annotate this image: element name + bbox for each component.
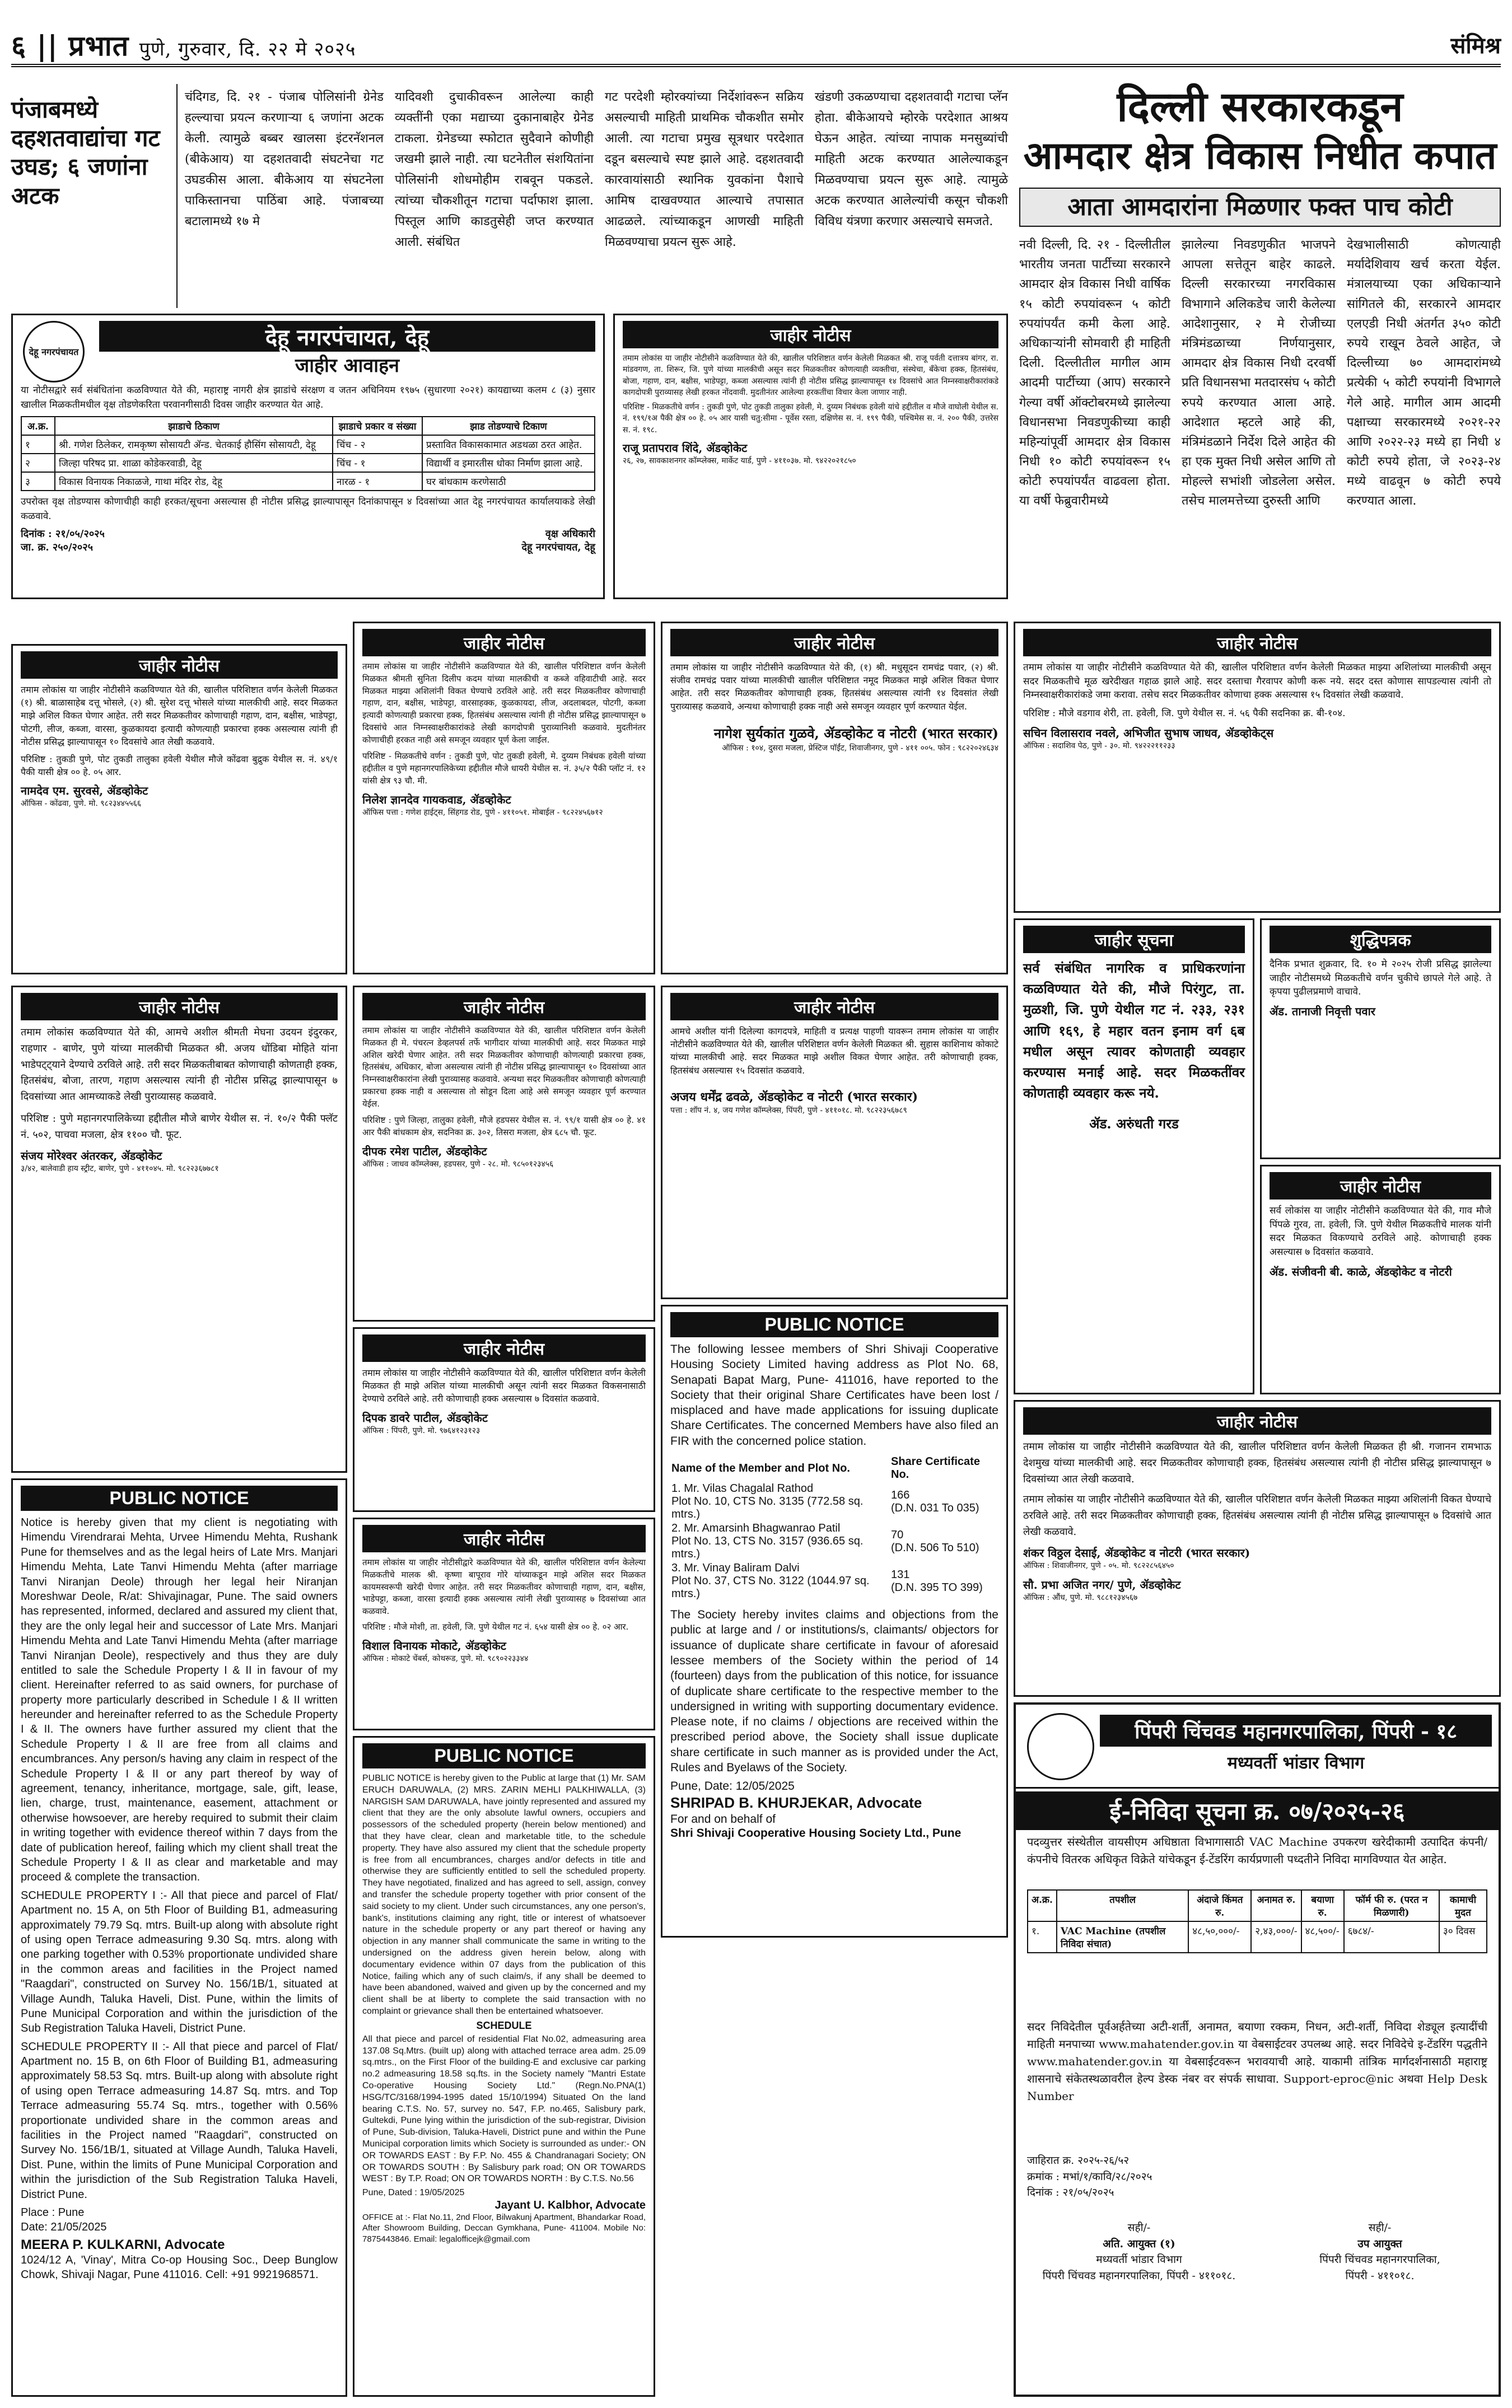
col-header: झाडाचे ठिकाण bbox=[55, 417, 333, 435]
table-row bbox=[671, 1522, 997, 1561]
table-cell: नारळ - १ bbox=[333, 472, 422, 491]
notice-mid-4-signer: सौ. प्रभा अजित नगर/ पुणे, ॲडव्होकेट bbox=[1023, 1578, 1181, 1592]
member-cell bbox=[671, 1522, 890, 1561]
public-notice-3-body-2: The Society hereby invites claims and objections from the public at large and / or institutions/s, claimants/ objectors for issuance of duplicate share certificate in favour of aforesaid lessee members of the Society within the period of 14 (fourteen) days from the publication of this notice, for issuance of duplicate share certificate to the respective member to the undersigned in writing with supporting documentary evidence. Please note, if no claims / objections are received within the prescribed period above, the Society shall issue duplicate share certificate in such manner as is provided under the Act, Rules and Byelaws of the Society. bbox=[670, 1608, 998, 1775]
table-cell: विद्यार्थी व इमारतीस धोका निर्माण झाला आहे. bbox=[422, 454, 595, 472]
public-notice-2-schedule: All that piece and parcel of residential Flat No.02, admeasuring area 137.08 Sq.Mtrs. (built up) along with attached terrace area adm. 25.09 sq.mtrs., on the First Floor of the building-E and exclusive car parking no.2 admeasuring 18.58 sq.fts. in the Society namely "Mantri Estate Co-operative Housing Society Ltd." (Regn.No.PNA(1) HSG/TC/3168/1994-1995 dated 15/10/1994) Situated On the land bearing C.T.S. No. 57, survey no. 547, F.P. no.465, Salisbury park, Gultekdi, Pune lying within the jurisdiction of the sub-registrar, Division of Pune, Sub-division, Taluka-Haveli, District pune and within the Pune Municipal corporation limits which Society is surrounded as under:- ON OR TOWARDS EAST : By F.P. No. 455 & Chandranagari Society; ON OR TOWARDS SOUTH : By Salisbury park road; ON OR TOWARDS WEST : By T.P. Road; ON OR TOWARDS NORTH : By C.T.S. No.56 bbox=[362, 2034, 646, 2184]
pcmc-signer-left-1: सही/- bbox=[1127, 2222, 1151, 2234]
table-row bbox=[671, 1482, 997, 1521]
dehu-ref: जा. क्र. २५०/२०२५ bbox=[21, 542, 94, 554]
table-cell: श्री. गणेश ठिलेकर, रामकृष्ण सोसायटी ॲन्ड. चेतकाई हौसिंग सोसायटी, देहू bbox=[55, 435, 333, 454]
notice-mid-3-body: आमचे अशील यांनी दिलेल्या कागदपत्रे, माहिती व प्रत्यक्ष पाहणी यावरून तमाम लोकांस या जाहीर नोटीसीने कळविण्यात येते की, खालील परिशिष्टात वर्णन केलेली मिळकत श्री. सुहास काशिनाथ कोकाटे यांच्या मालकीची आहे. सदर मिळकत माझे अशील विकत घेणार आहेत. तरी कोणाचाही हक्क, हितसंबंध असल्यास १५ दिवसांत कळवावे. bbox=[670, 1026, 998, 1076]
pcmc-signer-right-3: पिंपरी चिंचवड महानगरपालिका, bbox=[1319, 2253, 1440, 2266]
public-notice-2-title: PUBLIC NOTICE bbox=[362, 1743, 646, 1768]
cert-no: 131 bbox=[891, 1568, 910, 1581]
notice-c-title: जाहीर नोटीस bbox=[362, 993, 646, 1020]
notice-mid-3-address: पत्ता : शॉप नं. ४, जय गणेश कॉम्प्लेक्स, पिंपरी, पुणे - ४११०१८. मो. ९८२२३५६७८९ bbox=[670, 1105, 907, 1115]
punjab-col-2: यादिवशी दुचाकीवरून आलेल्या काही व्यक्तींनी एका मद्याच्या दुकानाबाहेर ग्रेनेड टाकला. ग्रेनेडच्या स्फोटात सुदैवाने कोणीही जखमी झाले नाही. त्या घटनेतील संशयितांना पोलिसांनी शोधमोहीम राबवून पकडले. त्यांच्या चौकशीतून गटाचा पर्दाफाश झाला. पिस्तूल आणि काडतुसेही जप्त करण्यात आली. संबंधित bbox=[395, 90, 594, 249]
notice-f-signer: शंकर विठ्ठल देसाई, ॲडव्होकेट व नोटरी (भारत सरकार) bbox=[1023, 1546, 1250, 1560]
pcmc-tender bbox=[1014, 1702, 1501, 2397]
member-plot: Plot No. 13, CTS No. 3157 (936.65 sq. mtrs.) bbox=[671, 1535, 864, 1561]
pcmc-intro: पदव्युत्तर संस्थेतील वायसीएम अधिष्ठाता विभागासाठी VAC Machine उपकरण खरेदीकामी उत्पादित कंपनी/कंपनीचे वितरक अधिकृत विक्रेते यांचेकडून ई-टेंडरिंग कार्यप्रणाली पध्दतीने निविदा मागविण्यात येत आहेत. bbox=[1027, 1835, 1487, 1866]
section-label: संमिश्र bbox=[1450, 32, 1501, 59]
notice-mid-2-title: जाहीर नोटीस bbox=[670, 629, 998, 656]
table-row bbox=[1028, 1921, 1487, 1953]
shuddhipatrak bbox=[1260, 918, 1501, 1159]
public-notice-1-address: 1024/12 A, 'Vinay', Mitra Co-op Housing Soc., Deep Bunglow Chowk, Shivaji Nagar, Pune 411016. Cell: +91 9921968571. bbox=[21, 2253, 338, 2281]
page-label: ६ || प्रभात पुणे, गुरुवार, दि. २२ मे २०२५ bbox=[11, 29, 356, 62]
public-notice-3-for: For and on behalf of bbox=[670, 1812, 776, 1826]
notice-a-title: जाहीर नोटीस bbox=[623, 321, 998, 348]
dehu-table bbox=[21, 416, 595, 491]
notice-d-title: जाहीर नोटीस bbox=[362, 1525, 646, 1552]
notice-c bbox=[353, 986, 655, 1322]
col-header: कामाची मुदत bbox=[1439, 1890, 1487, 1921]
notice-d-address: ऑफिस : मोकाटे चेंबर्स, कोथरूड, पुणे. मो. ९८९०२२३३४४ bbox=[362, 1654, 529, 1663]
notice-b-address: ऑफिस पत्ता : गणेश हाईट्स, सिंहगड रोड, पुणे - ४११०५१. मोबाईल - ९८२२४५६७१२ bbox=[362, 808, 603, 817]
notice-left-2 bbox=[11, 986, 347, 1473]
table-cell: ६७८४/- bbox=[1344, 1921, 1439, 1953]
notice-left-2-schedule: परिशिष्ट : पुणे महानगरपालिकेच्या हद्दीतील मौजे बाणेर येथील स. नं. १०/२ पैकी फ्लॅट नं. ५०२, पाचवा मजला, क्षेत्र ११०० चौ. फूट. bbox=[21, 1112, 338, 1141]
notice-d-body: तमाम लोकांस या जाहीर नोटीसीद्वारे कळविण्यात येते की, खालील परिशिष्टात वर्णन केलेल्या मिळकतीचे मालक श्री. कृष्णा बापूराव गोरे यांच्याकडून माझे अशिल सदर मिळकत कायमस्वरूपी खरेदी घेणार आहेत. तरी सदर मिळकतीवर कोणाचाही गहाण, दान, बक्षीस, भाडेपट्टा, कब्जा, वारसा इत्यादी हक्क असल्यास त्यांनी लेखी पुराव्यासह ७ दिवसांच्या आत कळवावे. bbox=[362, 1557, 646, 1616]
public-notice-2-date: Pune, Dated : 19/05/2025 bbox=[362, 2188, 465, 2198]
delhi-col-2: झालेल्या निवडणुकीत भाजपने आपला सत्तेतून बाहेर काढले. दिल्ली सरकारच्या नगरविकास विभागाने अलिकडेच जारी केलेल्या आदेशानुसार, २ मे रोजीच्या मंत्रिमंडळाच्या निर्णयानुसार, आमदार क्षेत्र विकास निधी दरवर्षी प्रति विधानसभा मतदारसंघ ५ कोटी रुपये करण्यात आला आहे. आदेशात म्हटले आहे की, मंत्रिमंडळाने निर्देश दिले आहेत की हा एक मुक्त निधी असेल आणि तो मोहल्ले सभांशी जोडलेला असेल. तसेच मालमत्तेच्या दुरुस्ती आणि bbox=[1182, 238, 1336, 508]
dehu-date: दिनांक : २१/०५/२०२५ bbox=[21, 528, 105, 540]
notice-a bbox=[613, 314, 1008, 599]
table-cell: १ bbox=[21, 435, 55, 454]
jahir-suchana bbox=[1014, 918, 1254, 1394]
notice-left-2-title: जाहीर नोटीस bbox=[21, 993, 338, 1020]
notice-right-r bbox=[1260, 1165, 1501, 1394]
public-notice-1-place: Place : Pune bbox=[21, 2206, 85, 2219]
cert-no: 166 bbox=[891, 1488, 910, 1501]
member-cell bbox=[671, 1482, 890, 1521]
cert-range: (D.N. 031 To 035) bbox=[891, 1501, 979, 1514]
notice-mid-4-body: तमाम लोकांस या जाहीर नोटीसीने कळविण्यात येते की, खालील परिशिष्टात वर्णन केलेली मिळकत ही श्री. गजानन रामभाऊ देशमुख यांच्या मालकीची आहे. सदर मिळकतीवर कोणाचाही हक्क, हितसंबंध असल्यास त्यांनी ही नोटीस प्रसिद्ध झाल्यापासून ७ दिवसांच्या आत लेखी कळवावे. bbox=[1023, 1441, 1491, 1485]
punjab-headline: पंजाबमध्ये दहशतवाद्यांचा गट उघड; ६ जणांना अटक bbox=[11, 96, 160, 209]
pcmc-signer-right-2: उप आयुक्त bbox=[1357, 2237, 1402, 2250]
public-notice-3-date: Pune, Date: 12/05/2025 bbox=[670, 1780, 795, 1793]
delhi-subhead: आता आमदारांना मिळणार फक्त पाच कोटी bbox=[1067, 193, 1453, 221]
table-cell: VAC Machine (तपशील निविदा संचात) bbox=[1057, 1921, 1188, 1953]
public-notice-3-signer: SHRIPAD B. KHURJEKAR, Advocate bbox=[670, 1794, 922, 1811]
notice-e-body: तमाम लोकांस या जाहीर नोटीसीने कळविण्यात येते की, खालील परिशिष्टात वर्णन केलेली मिळकत माझ्या अशिलांच्या मालकीची असून सदर मिळकतीचे मूळ खरेदीखत गहाळ झाले आहे. सदर दस्ताचा गैरवापर कोणी करू नये. सदर दस्त कोणास सापडल्यास त्यांनी तो निम्नस्वाक्षरीकारांकडे जमा करावा. तसेच सदर मिळकतीवर कोणाचा हक्क असल्यास १५ दिवसांत लेखी कळवावे. bbox=[1023, 662, 1491, 701]
public-notice-1 bbox=[11, 1478, 347, 2397]
public-notice-1-signer: MEERA P. KULKARNI, Advocate bbox=[21, 2237, 225, 2252]
notice-a-address: २६, २७, सावकाशनगर कॉम्प्लेक्स, मार्केट यार्ड, पुणे - ४११०३७. मो. ९४२२०२१८५० bbox=[623, 456, 856, 466]
notice-e-schedule: परिशिष्ट : मौजे वडगाव शेरी, ता. हवेली, जि. पुणे येथील स. नं. ५६ पैकी सदनिका क्र. बी-१०४. bbox=[1023, 707, 1346, 719]
notice-b-body: तमाम लोकांस या जाहीर नोटीसीने कळविण्यात येते की, खालील परिशिष्टात वर्णन केलेली मिळकत श्रीमती सुनिता दिलीप कदम यांच्या मालकीची व कब्जे वहिवाटीची आहे. सदर मिळकत माझ्या अशिलांनी विकत घेण्याचे ठरविले आहे. तरी सदर मिळकतीवर कोणाचाही गहाण, दान, बक्षीस, भाडेपट्टा, वारसाहक्क, कुळकायदा, लीज, अदलाबदल, पोटगी, कब्जा इत्यादी कोणत्याही प्रकारचा हक्क, हितसंबंध असल्यास त्यांनी ही नोटीस प्रसिद्ध झाल्यापासून ७ दिवसांचे आत निम्नस्वाक्षरीकारांकडे लेखी कागदोपत्री पुराव्यानिशी कळवावे. मुदतीनंतर कोणाचीही हरकत नाही असे समजून व्यवहार पूर्ण केला जाईल. bbox=[362, 661, 646, 745]
col-header: झाड तोडण्याचे टिकाण bbox=[422, 417, 595, 435]
masthead bbox=[11, 22, 1501, 67]
notice-e-title: जाहीर नोटीस bbox=[1023, 629, 1491, 656]
col-header: Name of the Member and Plot No. bbox=[671, 1462, 850, 1474]
notice-a-signer: राजू प्रतापराव शिंदे, ॲडव्होकेट bbox=[623, 441, 748, 455]
public-notice-2-schedule-title: SCHEDULE bbox=[476, 2019, 532, 2031]
notice-mid-3-signer: अजय धर्मेंद्र ढवळे, ॲडव्होकेट व नोटरी (भारत सरकार) bbox=[670, 1089, 918, 1104]
notice-left-2-signer: संजय मोरेश्वर अंतरकर, ॲडव्होकेट bbox=[21, 1149, 162, 1163]
notice-left-1 bbox=[11, 644, 347, 974]
public-notice-1-date: Date: 21/05/2025 bbox=[21, 2221, 107, 2234]
shuddhipatrak-signer: ॲड. तानाजी निवृत्ती पवार bbox=[1270, 1004, 1375, 1018]
table-cell: ३० दिवस bbox=[1439, 1921, 1487, 1953]
dateline: पुणे, गुरुवार, दि. २२ मे २०२५ bbox=[139, 38, 356, 60]
pcmc-dept: मध्यवर्ती भांडार विभाग bbox=[1227, 1753, 1365, 1773]
shuddhipatrak-body: दैनिक प्रभात शुक्रवार, दि. १० मे २०२५ रोजी प्रसिद्ध झालेल्या जाहीर नोटीसमध्ये मिळकतीचे वर्णन चुकीचे छापले गेले आहे. ते कृपया पुढीलप्रमाणे वाचावे. bbox=[1270, 959, 1491, 998]
col-header: अ.क्र. bbox=[1028, 1890, 1057, 1921]
table-cell: चिंच - १ bbox=[333, 454, 422, 472]
table-row bbox=[21, 472, 595, 491]
cert-cell bbox=[891, 1482, 997, 1521]
dehu-intro: या नोटीसद्वारे सर्व संबंधितांना कळविण्यात येते की, महाराष्ट्र नागरी क्षेत्र झाडांचे संरक्षण व जतन अधिनियम १९७५ (सुधारणा २०२१) कायद्याच्या कलम ८ (३) नुसार खालील मिळकतीमधील वृक्ष तोडणेकरिता परवानगीसाठी दिवस जाहीर करण्यात येत आहे. bbox=[21, 385, 595, 411]
notice-left-2-body: तमाम लोकांस कळविण्यात येते की, आमचे अशील श्रीमती मेघना उदयन इंदुरकर, राहणार - बाणेर, पुणे यांच्या मालकीची मिळकत श्री. अजय धोंडिबा मोहिते यांना भाडेपट्ट्याने देण्याचे ठरविले आहे. तरी सदर मिळकतीबाबत कोणाचाही कोणताही हक्क, हितसंबंध, बोजा, तारण, गहाण असल्यास त्यांनी ही नोटीस प्रसिद्ध झाल्यापासून ७ दिवसांच्या आत आमच्याकडे लेखी पुराव्यासह कळवावे. bbox=[21, 1026, 338, 1103]
delhi-story bbox=[1019, 84, 1501, 588]
notice-mid-3 bbox=[661, 986, 1008, 1299]
pcmc-signer-left-2: अति. आयुक्त (१) bbox=[1103, 2237, 1175, 2250]
notice-f-address: ऑफिस : शिवाजीनगर, पुणे - ०५. मो. ९८२२८५६४५० bbox=[1023, 1561, 1174, 1570]
member-plot: Plot No. 37, CTS No. 3122 (1044.97 sq. mtrs.) bbox=[671, 1575, 870, 1600]
notice-left-1-title: जाहीर नोटीस bbox=[21, 651, 338, 679]
dehu-closing: उपरोक्त वृक्ष तोडण्यास कोणाचीही काही हरकत/सूचना असल्यास ही नोटीस प्रसिद्ध झाल्यापासून दिनांकापासून ४ दिवसांच्या आत देहू नगरपंचायत कार्यालयाकडे लेखी कळवावे. bbox=[21, 496, 595, 522]
pcmc-details: सदर निविदेतील पूर्वअर्हतेच्या अटी-शर्ती, अनामत, बयाणा रक्कम, निधन, अटी-शर्ती, निविदा शेड्यूल इत्यादींची माहिती मनपाच्या www.mahatender.gov.in या वेबसाईटवर उपलब्ध आहे. सदर निविदेचे इ-टेंडरिंग पद्धतीने www.mahatender.gov.in या वेबसाईटवरून भरावयाची आहे. याकामी तांत्रिक मार्गदर्शनासाठी महाराष्ट्र शासनाचे संकेतस्थळावरील हेल्प डेस्क नंबर वर संपर्क साधावा. Support-eproc@nic अथवा Help Desk Number bbox=[1027, 2020, 1487, 2103]
punjab-col-3: गट परदेशी म्होरक्यांच्या निर्देशांवरून सक्रिय असल्याची माहिती प्राथमिक चौकशीत समोर आली. त्या गटाचा प्रमुख सूत्रधार परदेशात दडून बसल्याचे स्पष्ट झाले आहे. दहशतवादी कारवायांसाठी स्थानिक युवकांना पैशाचे आमिष दाखवण्यात आल्याचे तपासात आढळले. त्यांच्याकडून आणखी माहिती मिळवण्याचा प्रयत्न सुरू आहे. bbox=[605, 90, 804, 249]
public-notice-1-title: PUBLIC NOTICE bbox=[21, 1486, 338, 1511]
notice-e-address: ऑफिस : सदाशिव पेठ, पुणे - ३०. मो. ९४२२२११२३३ bbox=[1023, 741, 1175, 750]
pcmc-ref: जाहिरात क्र. २०२५-२६/५२ bbox=[1027, 2154, 1130, 2167]
dehu-logo: देहू नगरपंचायत bbox=[23, 321, 85, 382]
pcmc-ref-2: क्रमांक : मभां/१/कावि/२८/२०२५ bbox=[1027, 2170, 1152, 2183]
col-header: Share Certificate No. bbox=[891, 1455, 980, 1481]
notice-c-body: तमाम लोकांस या जाहीर नोटीसीने कळविण्यात येते की, खालील परिशिष्टात वर्णन केलेली मिळकत ही मे. पंचरत्न डेव्हलपर्स तर्फे भागीदार यांच्या मालकीची आहे. सदर मिळकत माझे अशिल खरेदी घेणार आहेत. तरी सदर मिळकतीवर कोणाचाही कोणत्याही प्रकारचा हक्क, हितसंबंध, अधिकार, बोजा असल्यास त्यांनी ही नोटीस प्रसिद्ध झाल्यापासून १० दिवसांच्या आत निम्नस्वाक्षरीकारांना लेखी पुराव्यासह कळवावे. अन्यथा सदर मिळकतीवर कोणाचाही कोणत्याही प्रकारचा हक्क नाही व असल्यास तो सोडून दिला आहे असे समजून व्यवहार पूर्ण करण्यात येईल. bbox=[362, 1025, 646, 1109]
delhi-headline-1: दिल्ली सरकारकडून bbox=[1117, 83, 1403, 131]
public-notice-3-society: Shri Shivaji Cooperative Housing Society Ltd., Pune bbox=[670, 1826, 962, 1840]
cert-range: (D.N. 395 TO 399) bbox=[891, 1581, 983, 1594]
punjab-col-4: खंडणी उकळण्याचा दहशतवादी गटाचा प्लॅन होता. बीकेआयचे म्होरके परदेशात आश्रय घेऊन आहेत. त्यांच्या नापाक मनसुब्यांची माहिती अटक करण्यात आलेल्याकडून मिळवण्याचा प्रयत्न सुरू आहे. त्यामुळे अटक करण्यात आलेल्यांची कसून चौकशी विविध यंत्रणा करणार असल्याचे समजते. bbox=[815, 90, 1008, 228]
public-notice-1-schedule-1: SCHEDULE PROPERTY I :- All that piece and parcel of Flat/ Apartment no. 15 A, on 5th Floor of Building B1, admeasuring approximately 79.79 Sq. mtrs. Built-up along with absolute right of using open Terrace admeasuring 9.30 Sq. mtrs. along with one parking together with 0.53% proportionate undivided share in the common areas and facilities in the Project named "Raagdari", constructed on Survey No. 156/1B/1, situated at Village Aundh, Taluka Haveli, Dist. Pune, within the limits of Pune Municipal Corporation and within the jurisdiction of the Sub Registration Taluka Haveli, District Pune. bbox=[21, 1889, 338, 2035]
notice-c-signer: दीपक रमेश पाटील, ॲडव्होकेट bbox=[362, 1144, 487, 1158]
notice-mid-1-title: जाहीर नोटीस bbox=[362, 1334, 646, 1362]
dehu-signer: वृक्ष अधिकारी bbox=[545, 528, 595, 540]
col-header: फॉर्म फी रु. (परत न मिळणारी) bbox=[1344, 1890, 1439, 1921]
pcmc-signer-left-4: पिंपरी चिंचवड महानगरपालिका, पिंपरी - ४११०१८. bbox=[1042, 2269, 1236, 2282]
table-cell: ३ bbox=[21, 472, 55, 491]
pcmc-signer-right-1: सही/- bbox=[1368, 2222, 1392, 2234]
notice-b bbox=[353, 622, 655, 974]
pcmc-tender-title: ई-निविदा सूचना क्र. ०७/२०२५-२६ bbox=[1016, 1791, 1499, 1830]
col-header: अनामत रु. bbox=[1251, 1890, 1301, 1921]
notice-b-signer: निलेश ज्ञानदेव गायकवाड, ॲडव्होकेट bbox=[362, 792, 511, 806]
notice-b-schedule: परिशिष्ट - मिळकतीचे वर्णन : तुकडी पुणे, पोट तुकडी हवेली, मे. दुय्यम निबंधक हवेली यांच्या हद्दीतील व पुणे महानगरपालिकेच्या हद्दीतील मौजे धायरी येथील स. नं. ३५/२ पैकी प्लॉट नं. १२ यांसी क्षेत्र ९३ चौ. मी. bbox=[362, 751, 646, 786]
notice-left-1-address: ऑफिस - कोंढवा, पुणे. मो. ९८२३४४५५६६ bbox=[21, 799, 142, 809]
notice-mid-1 bbox=[353, 1327, 655, 1512]
table-cell: ४८,५००/- bbox=[1301, 1921, 1344, 1953]
col-header: झाडाचे प्रकार व संख्या bbox=[333, 417, 422, 435]
notice-mid-1-body: तमाम लोकांस या जाहीर नोटीसीने कळविण्यात येते की, खालील परिशिष्टात वर्णन केलेली मिळकत ही माझे अशिल यांच्या मालकीची असून त्यांनी सदर मिळकत विकसनासाठी देण्याचे ठरविले आहे. तरी कोणाचाही हक्क असल्यास ७ दिवसांत कळवावे. bbox=[362, 1368, 646, 1404]
notice-a-body: तमाम लोकांस या जाहीर नोटीसीने कळविण्यात येते की, खालील परिशिष्टात वर्णन केलेली मिळकत श्री. राजू पर्वती दत्तात्रय बांगर, रा. मांडवगण, ता. शिरूर, जि. पुणे यांच्या मालकीची असून सदर मिळकतीवर कोणत्याही व्यक्तीचा, संस्थेचा, बँकेचा हक्क, हितसंबंध, बोजा, गहाण, दान, बक्षीस, भाडेपट्टा, कब्जा असल्यास त्यांनी ही नोटीस प्रसिद्ध झाल्यापासून १४ दिवसांचे आत निम्नस्वाक्षरीकारांकडे कागदोपत्री पुराव्यासह लेखी हरकत नोंदवावी. मुदतीनंतर आलेल्या हरकतींचा विचार केला जाणार नाही. bbox=[623, 354, 998, 397]
table-row bbox=[671, 1562, 997, 1600]
notice-mid-1-signer: दिपक डावरे पाटील, ॲडव्होकेट bbox=[362, 1411, 488, 1425]
public-notice-2-address: OFFICE at :- Flat No.11, 2nd Floor, Bilwakunj Apartment, Bhandarkar Road, After Showroom Building, Deccan Gymkhana, Pune- 411004. Mobile No: 7875443846. Email: legalofficejk@gmail.com bbox=[362, 2212, 646, 2244]
table-cell: ४८,५०,०००/- bbox=[1188, 1921, 1251, 1953]
member-name: 2. Mr. Amarsinh Bhagwanrao Patil bbox=[671, 1522, 841, 1535]
cert-cell bbox=[891, 1562, 997, 1600]
punjab-col-1: चंदिगड, दि. २१ - पंजाब पोलिसांनी ग्रेनेड हल्ल्याचा प्रयत्न करणाऱ्या ६ जणांना अटक केली. त्यामुळे बब्बर खालसा इंटरनॅशनल (बीकेआय) या दहशतवादी संघटनेचा गट उघडकीस आला. बीकेआय या संघटनेला पाकिस्तानचा पाठिंबा आहे. पंजाबच्या बटालामध्ये १७ मे bbox=[185, 90, 384, 228]
delhi-col-1: नवी दिल्ली, दि. २१ - दिल्लीतील भारतीय जनता पार्टीच्या सरकारने आमदार क्षेत्र विकास निधी वार्षिक १५ कोटी रुपयांवरून ५ कोटी रुपयांपर्यंत कमी केला आहे. अधिकाऱ्यांनी सोमवारी ही माहिती दिली. दिल्लीतील मागील आम आदमी पार्टीच्या (आप) सरकारने गेल्या वर्षी ऑक्टोबरमध्ये झालेल्या विधानसभा निवडणुकीच्या काही महिन्यांपूर्वी आमदार क्षेत्र विकास निधी १० कोटी रुपयांवरून १५ कोटी रुपयांपर्यंत वाढवला होता. या वर्षी फेब्रुवारीमध्ये bbox=[1019, 238, 1170, 508]
public-notice-3 bbox=[661, 1305, 1008, 1938]
member-name: 1. Mr. Vilas Chagalal Rathod bbox=[671, 1482, 814, 1495]
table-cell: विकास विनायक निकाळजे, गाथा मंदिर रोड, देहू bbox=[55, 472, 333, 491]
pcmc-logo bbox=[1027, 1713, 1094, 1780]
table-cell: २,४३,०००/- bbox=[1251, 1921, 1301, 1953]
notice-mid-1-address: ऑफिस : पिंपरी, पुणे. मो. ९७६४१२३१२३ bbox=[362, 1426, 480, 1435]
pcmc-table bbox=[1027, 1889, 1487, 1953]
members-table bbox=[670, 1454, 998, 1602]
col-header: तपशील bbox=[1057, 1890, 1188, 1921]
table-cell: चिंच - २ bbox=[333, 435, 422, 454]
pcmc-org: पिंपरी चिंचवड महानगरपालिका, पिंपरी - १८ bbox=[1100, 1715, 1492, 1747]
notice-d-schedule: परिशिष्ट : मौजे मोशी, ता. हवेली, जि. पुणे येथील गट नं. ६५४ यासी क्षेत्र ०० हे. ०२ आर. bbox=[362, 1621, 629, 1632]
notice-e-signer: सचिन विलासराव नवले, अभिजीत सुभाष जाधव, ॲडव्होकेट्स bbox=[1023, 726, 1274, 740]
delhi-subhead-box bbox=[1019, 188, 1501, 227]
table-cell: प्रस्तावित विकासकामात अडथळा ठरत आहेत. bbox=[422, 435, 595, 454]
col-header: बयाणा रु. bbox=[1301, 1890, 1344, 1921]
notice-d bbox=[353, 1518, 655, 1730]
notice-mid-2 bbox=[661, 622, 1008, 974]
notice-e bbox=[1014, 622, 1501, 913]
member-plot: Plot No. 10, CTS No. 3135 (772.58 sq. mtrs.) bbox=[671, 1495, 864, 1521]
pcmc-signer-left-3: मध्यवर्ती भांडार विभाग bbox=[1096, 2253, 1182, 2266]
delhi-col-3: देखभालीसाठी कोणत्याही मर्यादेशिवाय खर्च करता येईल. मंत्रालयाच्या एका अधिकाऱ्याने सांगितले की, सरकारने आमदार एलएडी निधी अंतर्गत ३५० कोटी रुपये राखून ठेवले आहेत, जे दिल्लीच्या ७० आमदारांमध्ये प्रत्येकी ५ कोटी रुपयांनी विभागले गेले आहे. मागील आम आदमी पक्षाच्या सरकारमध्ये २०२१-२२ आणि २०२२-२३ मध्ये हा निधी ४ कोटी रुपये होता, जे २०२३-२४ मध्ये वाढवून ७ कोटी रुपये करण्यात आला. bbox=[1347, 238, 1501, 508]
notice-mid-2-address: ऑफिस : १०४, दुसरा मजला, प्रेस्टिज पॉईंट, शिवाजीनगर, पुणे - ४११ ००५. फोन : ९८२२०२४६३४ bbox=[722, 743, 998, 753]
notice-left-2-address: ३/४२, बालेवाडी हाय स्ट्रीट, बाणेर, पुणे - ४११०४५. मो. ९८२२३६७७८१ bbox=[21, 1164, 219, 1173]
notice-mid-2-signer: नागेश सुर्यकांत गुळवे, ॲडव्होकेट व नोटरी (भारत सरकार) bbox=[713, 725, 998, 741]
public-notice-2-signer: Jayant U. Kalbhor, Advocate bbox=[494, 2199, 646, 2211]
jahir-suchana-signer: ॲड. अरुंधती गरड bbox=[1089, 1116, 1179, 1132]
table-row bbox=[21, 435, 595, 454]
member-name: 3. Mr. Vinay Baliram Dalvi bbox=[671, 1562, 800, 1575]
notice-left-1-signer: नामदेव एम. सुरवसे, ॲडव्होकेट bbox=[21, 784, 148, 798]
public-notice-1-schedule-2: SCHEDULE PROPERTY II :- All that piece and parcel of Flat/ Apartment no. 15 B, on 6th Floor of Building B1, admeasuring approximately 58.53 Sq. mtrs. Built-up along with absolute right of using open Terrace admeasuring 14.87 Sq. mtrs. and Top Terrace admeasuring 55.74 Sq. mtrs., together with 0.56% proportionate undivided share in the common areas and facilities in the Project named "Raagdari", constructed on Survey No. 156/1B/1, situated at Village Aundh, Taluka Haveli, Dist. Pune, within the limits of Pune Municipal Corporation and within the jurisdiction of the Sub Registration Taluka Haveli, District Pune. bbox=[21, 2040, 338, 2201]
table-cell: २ bbox=[21, 454, 55, 472]
dehu-title: देहू नगरपंचायत, देहू bbox=[99, 321, 595, 352]
notice-mid-4-address: ऑफिस : औंध, पुणे. मो. ९८८१२३४५६७ bbox=[1023, 1593, 1138, 1603]
public-notice-3-title: PUBLIC NOTICE bbox=[670, 1312, 998, 1337]
member-cell bbox=[671, 1562, 890, 1600]
notice-left-1-schedule: परिशिष्ट : तुकडी पुणे, पोट तुकडी तालुका हवेली येथील मौजे कोंढवा बुद्रुक येथील स. नं. ४९/१ पैकी यासी क्षेत्र ०० हे. ०५ आर. bbox=[21, 753, 338, 778]
col-header: अ.क्र. bbox=[21, 417, 55, 435]
delhi-headline-2: आमदार क्षेत्र विकास निधीत कपात bbox=[1023, 133, 1497, 178]
dehu-subtitle: जाहीर आवाहन bbox=[295, 354, 400, 377]
public-notice-2 bbox=[353, 1736, 655, 2397]
punjab-story bbox=[11, 84, 1008, 308]
table-cell: १. bbox=[1028, 1921, 1057, 1953]
pcmc-ref-3: दिनांक : २१/०५/२०२५ bbox=[1027, 2186, 1114, 2199]
pcmc-signer-right-4: पिंपरी - ४११०१८. bbox=[1345, 2269, 1415, 2282]
table-cell: जिल्हा परिषद प्रा. शाळा कोडेकरवाडी, देहू bbox=[55, 454, 333, 472]
notice-mid-3-title: जाहीर नोटीस bbox=[670, 993, 998, 1020]
notice-left-1-body: तमाम लोकांस या जाहीर नोटीसीने कळविण्यात येते की, खालील परिशिष्टात वर्णन केलेली मिळकत (१) श्री. बाळासाहेब दत्तू भोसले, (२) श्री. सुरेश दत्तू भोसले यांच्या मालकीची आहे. सदर मिळकत माझे अशिल विकत घेणार आहेत. तरी सदर मिळकतीवर कोणाचाही गहाण, दान, बक्षीस, भाडेपट्टा, पोटगी, लीज, कब्जा, वारसा, कुळकायदा इत्यादी कोणत्याही प्रकारचा हक्क असल्यास त्यांनी ही नोटीस प्रसिद्ध झाल्यापासून १० दिवसांचे आत लेखी कळवावे. bbox=[21, 684, 338, 747]
notice-mid-4 bbox=[1014, 1400, 1501, 1697]
notice-mid-2-body: तमाम लोकांस या जाहीर नोटीसीने कळविण्यात येते की, (१) श्री. मधुसूदन रामचंद्र पवार, (२) श्री. संजीव रामचंद्र पवार यांच्या मालकीची खालील परिशिष्टात नमूद मिळकत माझे अशिल विकत घेणार आहेत. तरी सदर मिळकतीवर कोणाचाही हक्क, हितसंबंध असल्यास त्यांनी १४ दिवसांत लेखी पुराव्यासह कळवावे, अन्यथा कोणाचाही हक्क नाही असे समजून व्यवहार पूर्ण करण्यात येईल. bbox=[670, 662, 998, 712]
shuddhipatrak-title: शुद्धिपत्रक bbox=[1270, 926, 1491, 953]
notice-a-schedule: परिशिष्ट - मिळकतीचे वर्णन : तुकडी पुणे, पोट तुकडी तालुका हवेली, मे. दुय्यम निबंधक हवेली यांचे हद्दीतील व मौजे वाघोली येथील स. नं. १९९/१अ पैकी क्षेत्र ०० हे. ०५ आर यासी चतु:सीमा - पूर्वेस रस्ता, दक्षिणेस स. नं. १९९ पैकी, पश्चिमेस स. नं. २०० पैकी, उत्तरेस स. नं. १९८. bbox=[623, 403, 998, 435]
col-header: अंदाजे किंमत रु. bbox=[1188, 1890, 1251, 1921]
notice-f-body: तमाम लोकांस या जाहीर नोटीसीने कळविण्यात येते की, खालील परिशिष्टात वर्णन केलेली मिळकत माझ्या अशिलांनी विकत घेण्याचे ठरविले आहे. तरी सदर मिळकतीवर कोणाचाही हक्क, हितसंबंध असल्यास त्यांनी ही नोटीस प्रसिद्ध झाल्यापासून ७ दिवसांचे आत लेखी कळवावे. bbox=[1023, 1494, 1491, 1538]
notice-right-r-body: सर्व लोकांस या जाहीर नोटीसीने कळविण्यात येते की, गाव मौजे पिंपळे गुरव, ता. हवेली, जि. पुणे येथील मिळकतीचे मालक यांनी सदर मिळकत विकण्याचे ठरविले आहे. कोणाचाही हक्क असल्यास ७ दिवसांत कळवावे. bbox=[1270, 1205, 1491, 1258]
cert-no: 70 bbox=[891, 1528, 904, 1541]
notice-right-r-signer: ॲड. संजीवनी बी. काळे, ॲडव्होकेट व नोटरी bbox=[1270, 1264, 1452, 1278]
dehu-notice bbox=[11, 314, 605, 599]
notice-right-r-title: जाहीर नोटीस bbox=[1270, 1172, 1491, 1200]
notice-c-schedule: परिशिष्ट : पुणे जिल्हा, तालुका हवेली, मौजे हडपसर येथील स. नं. ९९/१ यासी क्षेत्र ०० हे. ४१ आर पैकी बांधकाम क्षेत्र, सदनिका क्र. ३०२, तिसरा मजला, क्षेत्र ६८५ चौ. फूट. bbox=[362, 1115, 646, 1137]
dehu-signer-org: देहू नगरपंचायत, देहू bbox=[521, 542, 595, 554]
notice-c-address: ऑफिस : जाधव कॉम्प्लेक्स, हडपसर, पुणे - २८. मो. ९८५०१२३४५६ bbox=[362, 1159, 554, 1169]
notice-d-signer: विशाल विनायक मोकाटे, ॲडव्होकेट bbox=[362, 1639, 506, 1653]
public-notice-2-body: PUBLIC NOTICE is hereby given to the Public at large that (1) Mr. SAM ERUCH DARUWALA, (2) MRS. ZARIN MEHLI PALKHIWALLA, (3) NARGISH SAM DARUWALA, have jointly represented and assured my client that they are the only absolute lawful owners, occupiers and possessors of the scheduled property (herein below mentioned) and that they have clear, clean and marketable title, to the schedule property. They have also assured my client that the schedule property is free from all encumbrances, charges and/or defects in title and otherwise they are sufficiently entitled to sell the scheduled property. They have negotiated, finalized and has agreed to sell, assign, convey and transfer the schedule property together with prior consent of the said society to my client. Under such circumstances, any one person's, bank's, institutions claiming any right, title or interest of whatsoever nature in the schedule property or any part thereof or having any objection in any manner shall communicate the same in writing to the undersigned on the address given herein below, along with documentary evidence within 07 days from the publication of this Notice, failing which any of such claim/s, if any shall be deemed to have been abandoned, waived and given up by the concerned and my client shall be at liberty to complete the said transaction with no complaint or grievance shall then be entertained whatsoever. bbox=[362, 1774, 646, 2016]
table-cell: घर बांधकाम करणेसाठी bbox=[422, 472, 595, 491]
jahir-suchana-title: जाहीर सूचना bbox=[1023, 926, 1245, 953]
cert-range: (D.N. 506 To 510) bbox=[891, 1541, 979, 1554]
public-notice-3-body: The following lessee members of Shri Shivaji Cooperative Housing Society Limited having address as Plot No. 68, Senapati Bapat Marg, Pune- 411016, have reported to the Society that their original Share Certificates have been lost / misplaced and have made applications for issuing duplicate Share Certificates. The concerned Members have also filed an FIR with the concerned police station. bbox=[670, 1343, 998, 1448]
public-notice-1-body: Notice is hereby given that my client is negotiating with Himendu Virendrarai Mehta, Urvee Himendu Mehta, Rushank Pune for themselves and as the legal heirs of Late Mrs. Manjari Himendu Mehta, Late Tanvi Himendu Mehta (after marriage Tanvi Niranjan Deole) through her legal heir Niranjan Moreshwar Deole, R/at: Shivajinagar, Pune. The said owners has represented, informed, declared and assured my client that, they are the only legal heir and successor of Late Mrs. Manjari Himendu Mehta and Late Tanvi Himendu Mehta (after marriage Tanvi Niranjan Deole), respectively and thus they are duly entitled to sale the Schedule Property I & II in favour of my client. Hereinafter referred to as said owners, for purchase of property more particularly described in Schedule I & II written hereunder and hereinafter referred to as the Schedule Property I & II. The owners have further assured my client that the Schedule Property I & II are free from all claims and encumbrances. Any person/s having any claim in respect of the Schedule Property I & II or any part thereof by way of agreement, tenancy, inheritance, mortgage, sale, gift, lease, lien, charge, trust, maintenance, easement, attachment or otherwise howsoever, are hereby required to submit their claim in writing together with evidence thereof within 7 days from the date of publication hereof, failing which my client shall treat the Schedule Property I & II as clear and marketable and may proceed & complete the transaction. bbox=[21, 1516, 338, 1884]
notice-b-title: जाहीर नोटीस bbox=[362, 629, 646, 656]
jahir-suchana-body: सर्व संबंधित नागरिक व प्राधिकरणांना कळविण्यात येते की, मौजे पिरंगुट, ता. मुळशी, जि. पुणे येथील गट नं. २३३, २३१ आणि १६९, हे महार वतन इनाम वर्ग ६ब मधील असून त्यावर कोणताही व्यवहार करण्यास मनाई आहे. सदर मिळकतींवर कोणताही व्यवहार करू नये. bbox=[1023, 960, 1245, 1102]
table-row bbox=[21, 454, 595, 472]
notice-mid-4-title: जाहीर नोटीस bbox=[1023, 1407, 1491, 1435]
cert-cell bbox=[891, 1522, 997, 1561]
